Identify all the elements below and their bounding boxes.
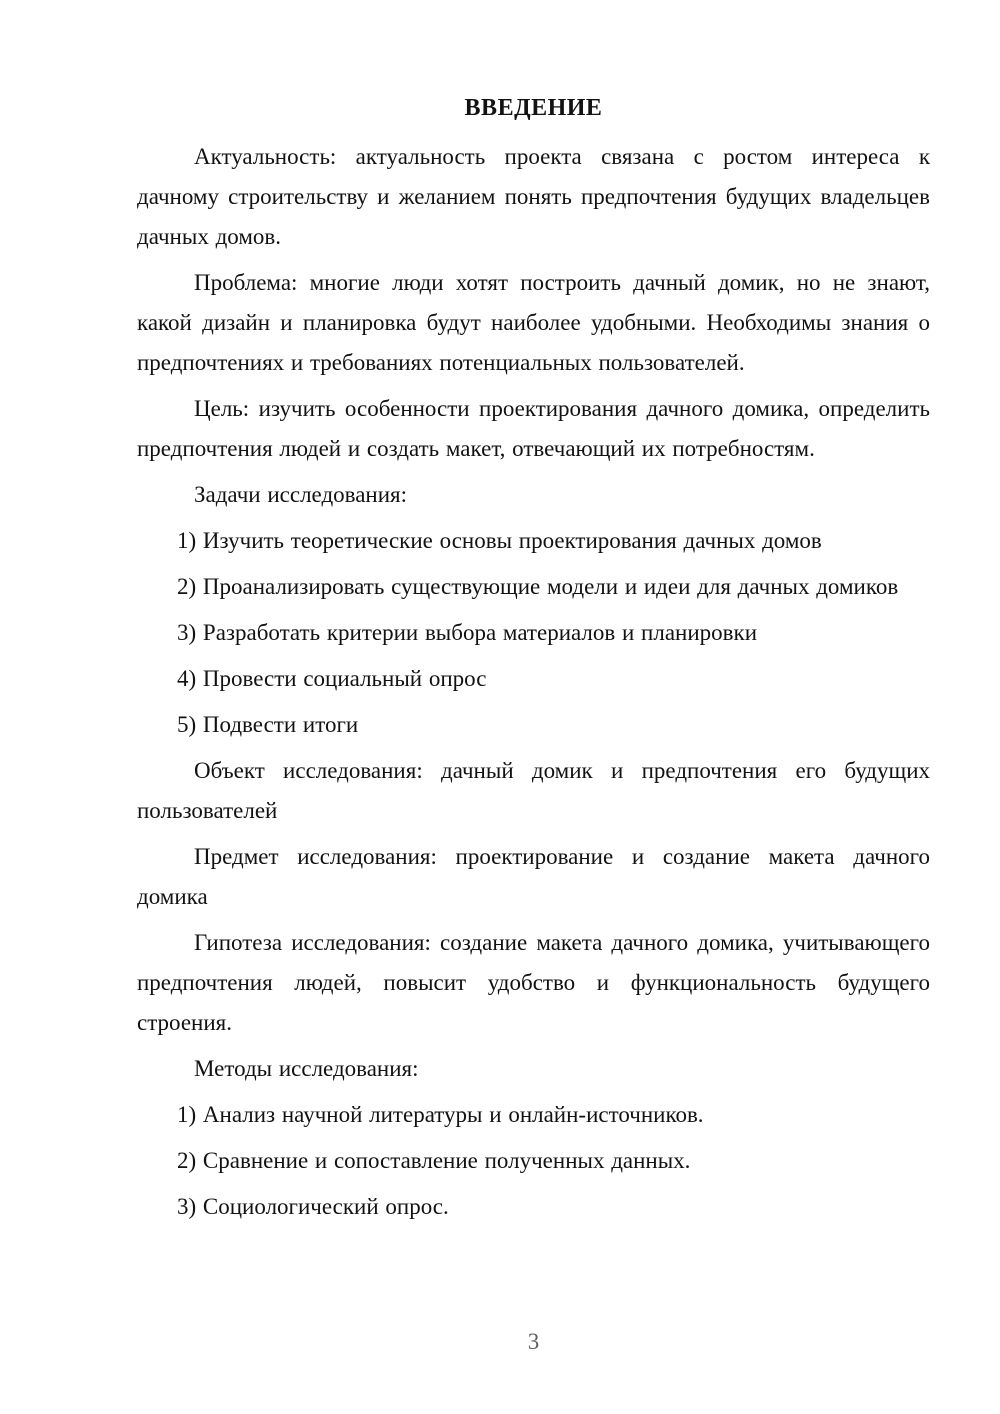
paragraph: Объект исследования: дачный домик и предпочтения его будущих пользователей: [137, 758, 930, 823]
paragraph: Проблема: многие люди хотят построить дачный домик, но не знают, какой дизайн и планировка будут наиболее удобными. Необходимы знания о предпочтениях и требованиях потенциальных пользователей.: [137, 270, 930, 375]
page-number: 3: [527, 1329, 540, 1354]
list-item: 2) Проанализировать существующие модели и идеи для дачных домиков: [177, 574, 899, 599]
paragraph: Предмет исследования: проектирование и создание макета дачного домика: [137, 844, 930, 909]
list-item: 1) Изучить теоретические основы проектирования дачных домов: [177, 528, 822, 553]
list-item: 1) Анализ научной литературы и онлайн-источников.: [177, 1102, 704, 1127]
list-item: 5) Подвести итоги: [177, 712, 359, 737]
list-item: 2) Сравнение и сопоставление полученных данных.: [177, 1148, 691, 1173]
list-item: 4) Провести социальный опрос: [177, 666, 487, 691]
paragraph: Задачи исследования:: [194, 482, 408, 507]
list-item: 3) Разработать критерии выбора материалов и планировки: [177, 620, 758, 645]
list-item: 3) Социологический опрос.: [177, 1194, 449, 1219]
page-title: ВВЕДЕНИЕ: [464, 95, 603, 121]
document-body: [137, 137, 930, 1227]
paragraph: Актуальность: актуальность проекта связана с ростом интереса к дачному строительству и желанием понять предпочтения будущих владельцев дачных домов.: [137, 144, 930, 249]
paragraph: Гипотеза исследования: создание макета дачного домика, учитывающего предпочтения людей, повысит удобство и функциональность будущего строения.: [137, 930, 930, 1035]
paragraph: Цель: изучить особенности проектирования дачного домика, определить предпочтения людей и создать макет, отвечающий их потребностям.: [137, 396, 930, 461]
paragraph: Методы исследования:: [194, 1056, 419, 1081]
